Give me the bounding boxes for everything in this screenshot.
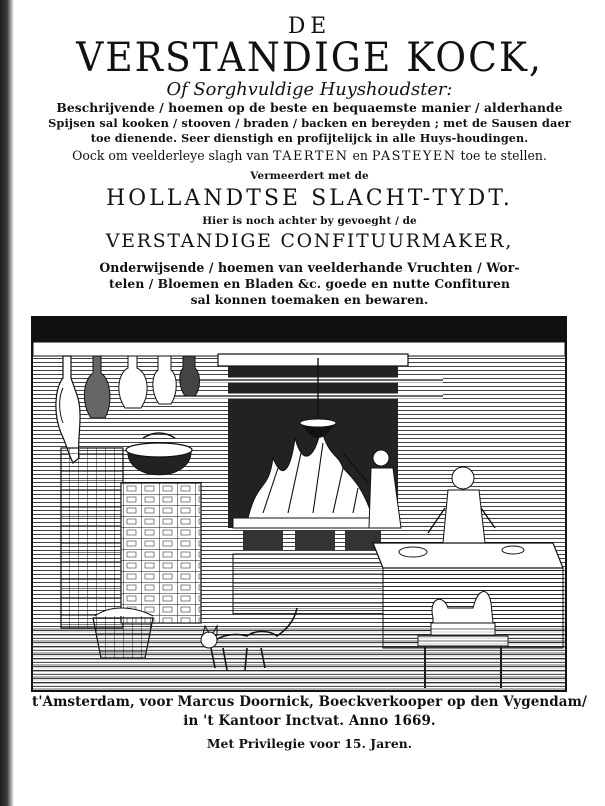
onderwijsende-line-2: telen / Bloemen en Bladen &c. goede en nutte Confituren: [109, 276, 510, 291]
onderwijsende-line-3: sal konnen toemaken en bewaren.: [190, 292, 429, 307]
oock-taerten: TAERTEN: [272, 149, 349, 164]
mantel: [218, 354, 408, 366]
subtitle: Of Sorghvuldige Huyshoudster:: [166, 79, 453, 100]
privilege-line: Met Privilegie voor 15. Jaren.: [206, 736, 413, 751]
lattice-window: [61, 448, 123, 628]
title-de: DE: [287, 14, 332, 39]
oock-pasteyen: PASTEYEN: [371, 149, 457, 164]
oock-en: en: [352, 148, 368, 163]
oock-post: toe te stellen.: [460, 148, 547, 163]
fish-basket: [93, 608, 153, 658]
oock-pre: Oock om veelderleye slagh van: [72, 148, 269, 163]
description-line-1: Beschrijvende / hoemen op de beste en bequaemste manier / alderhande: [56, 100, 563, 115]
ceiling-beam: [33, 318, 565, 342]
hier-line: Hier is noch achter by gevoeght / de: [202, 215, 417, 227]
main-title: VERSTANDIGE KOCK,: [76, 34, 543, 81]
confituurmaker-heading: VERSTANDIGE CONFITUURMAKER,: [105, 230, 514, 252]
oock-line: [17, 148, 602, 164]
tiled-stove: [121, 483, 201, 623]
vermeerdert-line: Vermeerdert met de: [250, 170, 369, 182]
kitchen-engraving: [31, 316, 567, 692]
scan-binding-shadow: [0, 0, 14, 806]
description-line-3: toe dienende. Seer dienstigh en profijtelijck in alle Huys-houdingen.: [90, 131, 529, 145]
hollandtse-heading: HOLLANDTSE SLACHT-TYDT.: [106, 186, 513, 211]
kitchen-engraving-svg: [33, 318, 565, 690]
roasting-pans: [233, 518, 383, 614]
imprint-line-1: t'Amsterdam, voor Marcus Doornick, Boeckverkooper op den Vygendam/: [32, 694, 587, 710]
onderwijsende-line-1: Onderwijsende / hoemen van veelderhande Vruchten / Wor-: [99, 260, 520, 275]
description-line-2: Spijsen sal kooken / stooven / braden / backen en bereyden ; met de Sausen daer: [48, 116, 571, 130]
imprint-line-2: in 't Kantoor Inctvat. Anno 1669.: [183, 713, 436, 729]
